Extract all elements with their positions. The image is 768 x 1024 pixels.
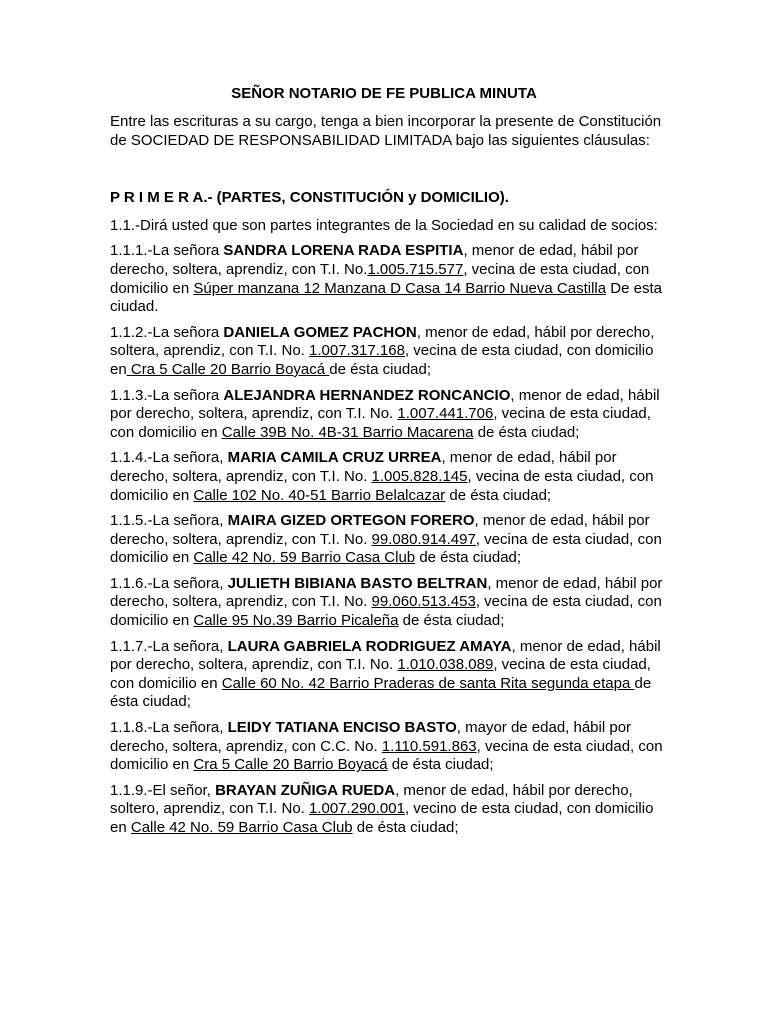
partner-address: Calle 42 No. 59 Barrio Casa Club xyxy=(193,549,416,567)
item-suffix: de ésta ciudad; xyxy=(398,612,505,630)
partner-id: 1.005.715.577 xyxy=(367,260,464,278)
item-text: , menor de edad, hábil por derecho, soltero, aprendiz, con T.I. No. xyxy=(110,781,633,818)
item-suffix: de ésta ciudad; xyxy=(387,756,494,774)
partner-address: Calle 102 No. 40-51 Barrio Belalcazar xyxy=(193,486,446,504)
item-prefix: 1.1.1.-La señora xyxy=(110,242,224,260)
item-suffix: de ésta ciudad; xyxy=(415,549,522,567)
partner-id: 1.005.828.145 xyxy=(371,467,468,485)
item-suffix: de ésta ciudad; xyxy=(352,819,459,836)
item-prefix: 1.1.2.-La señora xyxy=(110,323,224,341)
partner-item xyxy=(110,449,665,505)
item-text: , menor de edad, hábil por derecho, soltera, aprendiz, con T.I. No. xyxy=(110,323,655,360)
partner-id: 1.007.441.706 xyxy=(397,405,494,423)
partner-id: 99.080.914.497 xyxy=(371,530,476,548)
item-suffix: de ésta ciudad; xyxy=(329,360,432,378)
partner-name: SANDRA LORENA RADA ESPITIA xyxy=(223,242,464,260)
item-prefix: 1.1.6.-La señora, xyxy=(110,574,228,592)
partner-name: MAIRA GIZED ORTEGON FORERO xyxy=(227,512,475,530)
item-prefix: 1.1.4.-La señora, xyxy=(110,449,228,467)
partner-name: LEIDY TATIANA ENCISO BASTO xyxy=(227,719,457,737)
item-suffix: de ésta ciudad; xyxy=(473,423,580,441)
item-text: , vecina de esta ciudad, con domicilio en xyxy=(110,405,651,441)
partner-address: Cra 5 Calle 20 Barrio Boyacá xyxy=(193,756,388,774)
item-suffix: de ésta ciudad; xyxy=(445,486,552,504)
partner-item xyxy=(110,512,665,568)
partner-id: 99.060.513.453 xyxy=(371,593,476,611)
partner-name: ALEJANDRA HERNANDEZ RONCANCIO xyxy=(223,386,511,404)
partner-address: Súper manzana 12 Manzana D Casa 14 Barrio Nueva Castilla xyxy=(193,279,607,297)
item-text: , vecina de esta ciudad, con domicilio en xyxy=(110,593,662,630)
item-suffix: de ésta ciudad; xyxy=(110,674,652,711)
item-text: , menor de edad, hábil por derecho, soltera, aprendiz, con T.I. No. xyxy=(110,449,617,485)
item-text: , menor de edad, hábil por derecho, soltera, aprendiz, con T.I. No. xyxy=(110,512,650,548)
item-text: , mayor de edad, hábil por derecho, soltera, aprendiz, con C.C. No. xyxy=(110,719,632,755)
partner-item xyxy=(110,782,665,838)
item-prefix: 1.1.5.-La señora, xyxy=(110,512,228,530)
item-text: , vecina de esta ciudad, con domicilio en xyxy=(110,342,654,378)
lead-paragraph: 1.1.-Dirá usted que son partes integrantes de la Sociedad en su calidad de socios: xyxy=(110,216,658,234)
partner-name: MARIA CAMILA CRUZ URREA xyxy=(227,449,442,467)
partner-id: 1.007.317.168 xyxy=(309,342,405,360)
item-suffix: De esta ciudad. xyxy=(110,279,662,316)
partner-name: BRAYAN ZUÑIGA RUEDA xyxy=(215,781,396,799)
item-text: , vecina de esta ciudad, con domicilio en xyxy=(110,530,662,567)
item-text: , menor de edad, hábil por derecho, soltera, aprendiz, con T.I. No. xyxy=(110,242,639,278)
partner-name: LAURA GABRIELA RODRIGUEZ AMAYA xyxy=(227,637,512,655)
partner-name: JULIETH BIBIANA BASTO BELTRAN xyxy=(227,574,488,592)
partner-address: Cra 5 Calle 20 Barrio Boyacá xyxy=(126,360,330,378)
intro-paragraph: Entre las escrituras a su cargo, tenga a bien incorporar la presente de Constitución de SOCIEDAD DE RESPONSABILIDAD LIMITADA bajo las siguientes cláusulas: xyxy=(110,113,662,149)
item-text: , vecina de esta ciudad, con domicilio en xyxy=(110,467,654,504)
section-heading: P R I M E R A.- (PARTES, CONSTITUCIÓN y DOMICILIO). xyxy=(110,189,509,207)
item-text: , menor de edad, hábil por derecho, soltera, aprendiz, con T.I. No. xyxy=(110,637,661,674)
item-prefix: 1.1.8.-La señora, xyxy=(110,719,228,737)
partner-item xyxy=(110,324,665,380)
partner-item xyxy=(110,242,665,316)
partner-list xyxy=(110,242,665,837)
partner-id: 1.110.591.863 xyxy=(381,737,477,755)
partner-address: Calle 95 No.39 Barrio Picaleña xyxy=(193,612,399,630)
item-text: , menor de edad, hábil por derecho, soltera, aprendiz, con T.I. No. xyxy=(110,386,660,423)
item-text: , vecina de esta ciudad, con domicilio en xyxy=(110,737,663,774)
partner-address: Calle 60 No. 42 Barrio Praderas de santa Rita segunda etapa xyxy=(221,674,635,692)
partner-address: Calle 39B No. 4B-31 Barrio Macarena xyxy=(221,423,474,441)
item-prefix: 1.1.7.-La señora, xyxy=(110,637,228,655)
partner-item xyxy=(110,575,665,631)
partner-id: 1.010.038.089 xyxy=(397,656,494,674)
partner-item xyxy=(110,719,665,775)
item-text: , vecina de esta ciudad, con domicilio en xyxy=(110,656,651,692)
partner-item xyxy=(110,638,665,712)
partner-item xyxy=(110,387,665,443)
partner-name: DANIELA GOMEZ PACHON xyxy=(223,323,417,341)
partner-address: Calle 42 No. 59 Barrio Casa Club xyxy=(130,819,353,836)
document-body xyxy=(110,113,665,845)
partner-id: 1.007.290.001 xyxy=(309,800,405,818)
document-title: SEÑOR NOTARIO DE FE PUBLICA MINUTA xyxy=(231,85,537,102)
item-text: , vecina de esta ciudad, con domicilio en xyxy=(110,260,650,297)
item-text: , menor de edad, hábil por derecho, soltera, aprendiz, con T.I. No. xyxy=(110,574,663,611)
item-prefix: 1.1.3.-La señora xyxy=(110,386,224,404)
item-text: , vecino de esta ciudad, con domicilio en xyxy=(110,800,654,836)
item-prefix: 1.1.9.-El señor, xyxy=(110,781,216,799)
